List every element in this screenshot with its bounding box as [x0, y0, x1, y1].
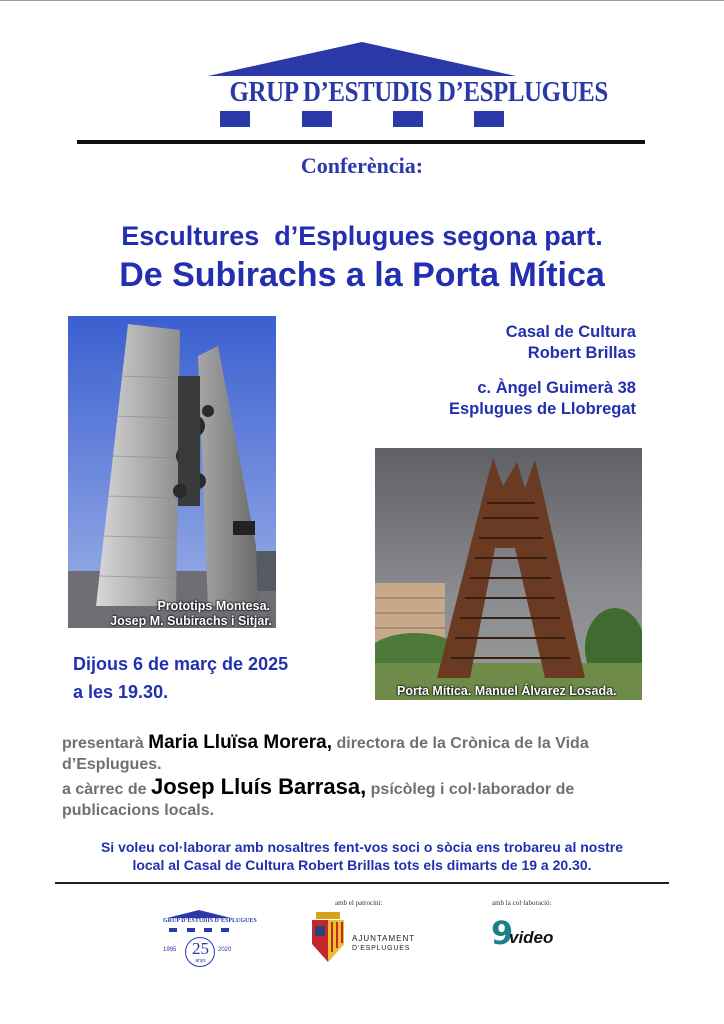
presenter-intro: presentarà [62, 735, 144, 752]
council-name-1: AJUNTAMENT [352, 934, 416, 943]
video-logo [491, 914, 571, 958]
header-divider [77, 140, 645, 144]
presenter-role: directora de la Crònica de la Vida [336, 735, 589, 752]
mini-block [187, 928, 195, 932]
venue-address-line-2: Esplugues de Llobregat [448, 400, 636, 418]
patronage-label: amb el patrocini: [335, 899, 383, 907]
video-logo-digit: 9 [491, 914, 514, 952]
logo-block [474, 111, 504, 127]
top-rule [0, 0, 724, 1]
anniversary-logo [163, 910, 257, 970]
photo-subirachs [68, 316, 276, 628]
speaker-role-cont: publicacions locals. [62, 802, 215, 819]
event-time: a les 19.30. [73, 682, 169, 702]
logo-block [393, 111, 423, 127]
event-date: Dijous 6 de març de 2025 [73, 654, 289, 674]
subirachs-sculpture-image [68, 316, 276, 628]
speaker-intro: a càrrec de [62, 781, 147, 798]
footer-divider [55, 882, 669, 884]
speaker-role: psícòleg i col·laborador de [370, 781, 575, 798]
photo-caption-1b: Josep M. Subirachs i Sitjar. [110, 614, 272, 628]
logo-block [302, 111, 332, 127]
membership-note-1: Si voleu col·laborar amb nosaltres fent-vos soci o sòcia ens trobareu al nostre [100, 839, 624, 855]
event-type: Conferència: [300, 153, 424, 178]
title-line-1: Escultures d’Esplugues segona part. [121, 221, 603, 251]
photo-caption-1a: Prototips Montesa. [157, 599, 270, 613]
collab-label: amb la col·laboració: [492, 899, 552, 907]
title-line-2: De Subirachs a la Porta Mítica [119, 256, 605, 294]
presenter-line [62, 733, 589, 754]
council-logo [308, 912, 418, 968]
presenter-name: Maria Lluïsa Morera, [148, 732, 333, 753]
council-shield-icon [308, 912, 348, 964]
venue-name [506, 322, 636, 364]
mini-block [169, 928, 177, 932]
speaker-name: Josep Lluís Barrasa, [150, 774, 367, 799]
mini-org-name: GRUP D’ESTUDIS D’ESPLUGUES [163, 918, 257, 924]
venue-name-line-2: Robert Brillas [527, 344, 636, 362]
membership-note-2: local al Casal de Cultura Robert Brillas tots els dimarts de 19 a 20.30. [132, 857, 592, 873]
logo-roof-icon [208, 42, 516, 78]
speaker-line [62, 774, 575, 800]
year-start: 1995 [163, 947, 177, 953]
anniversary-anys: anys [195, 958, 206, 964]
porta-mitica-image [375, 448, 642, 700]
venue-address-line-1: c. Àngel Guimerà 38 [477, 379, 636, 397]
venue-address [449, 378, 636, 420]
photo-caption-2: Porta Mítica. Manuel Álvarez Losada. [397, 684, 617, 698]
mini-block [221, 928, 229, 932]
org-name: GRUP D’ESTUDIS D’ESPLUGUES [229, 76, 608, 108]
mini-block [204, 928, 212, 932]
venue-name-line-1: Casal de Cultura [505, 323, 636, 341]
council-name-2: D’ESPLUGUES [352, 945, 411, 952]
video-logo-text: video [509, 928, 554, 947]
year-end: 2020 [218, 947, 232, 953]
photo-porta-mitica [375, 448, 642, 700]
presenter-role-cont: d’Esplugues. [62, 756, 162, 773]
logo-block [220, 111, 250, 127]
anniversary-number: 25 [192, 939, 209, 958]
